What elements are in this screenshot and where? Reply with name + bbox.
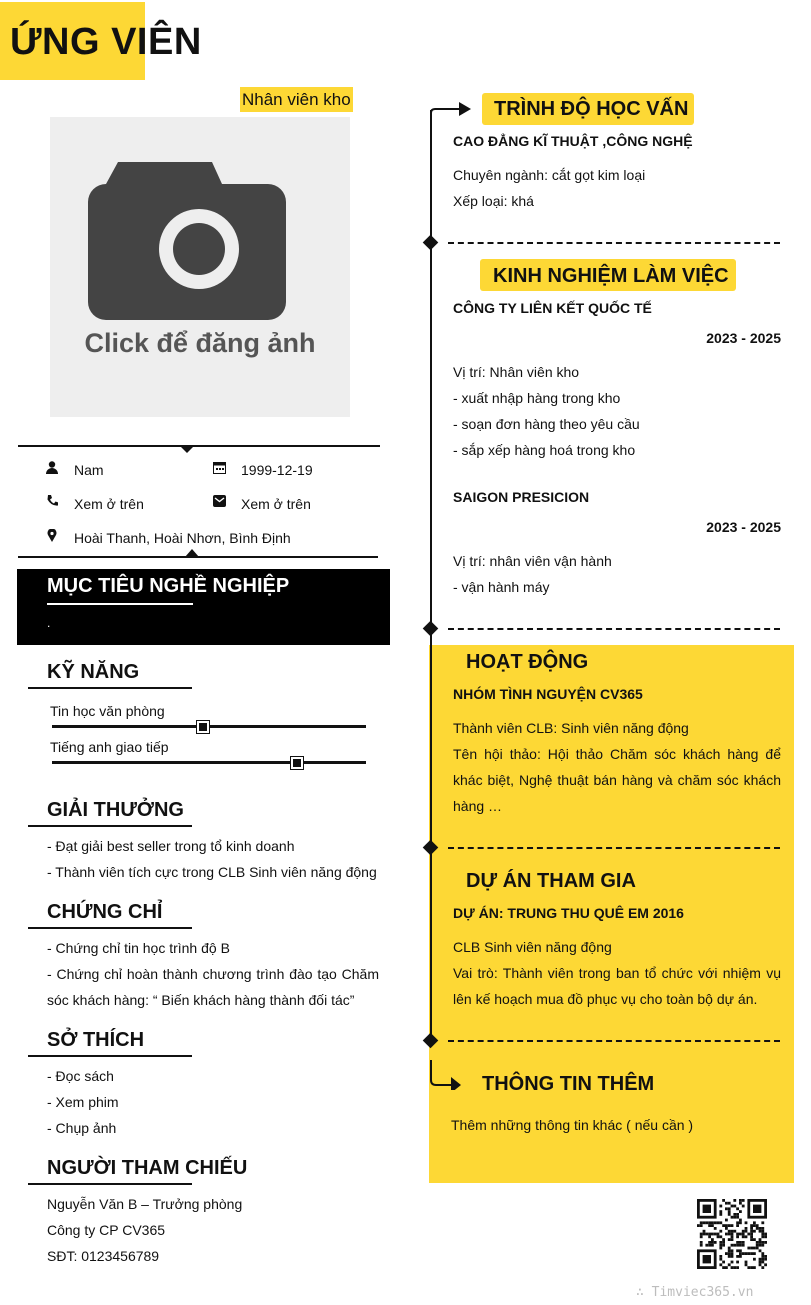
timeline-node <box>423 621 439 637</box>
calendar-icon <box>213 461 226 474</box>
info-top-divider <box>18 445 380 447</box>
project-name: DỰ ÁN: TRUNG THU QUÊ EM 2016 <box>453 905 684 921</box>
skill-track <box>52 725 366 728</box>
hobbies-title-underline <box>28 1055 192 1057</box>
objective-title-underline <box>47 603 193 605</box>
job-company: SAIGON PRESICION <box>453 489 590 505</box>
job-line: - xuất nhập hàng trong kho <box>453 390 621 406</box>
reference-line: Công ty CP CV365 <box>47 1222 166 1238</box>
activities-line: Tên hội thảo: Hội thảo Chăm sóc khách hàng để khác biệt, Nghệ thuật bán hàng và chăm sóc khách hàng … <box>453 746 781 814</box>
certificates-title-underline <box>28 927 192 929</box>
activities-group: NHÓM TÌNH NGUYỆN CV365 <box>453 686 643 702</box>
watermark-text: Timviec365.vn <box>651 1285 754 1300</box>
extra-text[interactable]: Thêm những thông tin khác ( nếu cần ) <box>451 1117 694 1133</box>
section-divider <box>448 628 780 630</box>
candidate-name[interactable]: ỨNG VIÊN <box>10 21 202 63</box>
timeline-arrow-icon <box>429 1060 465 1090</box>
timeline-arrow-icon <box>429 99 474 123</box>
section-divider <box>448 242 780 244</box>
awards-title: GIẢI THƯỞNG <box>47 799 184 821</box>
award-item: - Đạt giải best seller trong tổ kinh doanh <box>47 838 295 854</box>
objective-title: MỤC TIÊU NGHỀ NGHIỆP <box>47 575 290 597</box>
education-line: Chuyên ngành: cắt gọt kim loại <box>453 167 646 183</box>
job-line: Vị trí: nhân viên vận hành <box>453 553 612 569</box>
photo-upload-label[interactable]: Click để đăng ảnh <box>84 328 316 358</box>
job-line: - sắp xếp hàng hoá trong kho <box>453 442 636 458</box>
address-value: Hoài Thanh, Hoài Nhơn, Bình Định <box>74 530 291 546</box>
envelope-icon <box>213 495 226 507</box>
qr-code <box>697 1199 767 1269</box>
hobby-item: - Chụp ảnh <box>47 1120 117 1136</box>
projects-title: DỰ ÁN THAM GIA <box>466 870 636 892</box>
experience-title: KINH NGHIỆM LÀM VIỆC <box>493 265 729 287</box>
hobby-item: - Đọc sách <box>47 1068 114 1084</box>
birthday-value: 1999-12-19 <box>241 462 313 478</box>
education-line: Xếp loại: khá <box>453 193 534 209</box>
skills-title: KỸ NĂNG <box>47 661 140 683</box>
position-title[interactable]: Nhân viên kho <box>240 87 353 112</box>
education-title: TRÌNH ĐỘ HỌC VẤN <box>494 98 689 120</box>
job-period: 2023 - 2025 <box>706 519 781 535</box>
project-line: CLB Sinh viên năng động <box>453 939 612 955</box>
watermark <box>636 1283 776 1301</box>
job-line: - soạn đơn hàng theo yêu cầu <box>453 416 640 432</box>
timeline-node <box>423 235 439 251</box>
person-icon <box>46 461 58 474</box>
extra-title: THÔNG TIN THÊM <box>482 1073 655 1095</box>
skill-slider-handle[interactable] <box>291 757 303 769</box>
camera-icon <box>50 117 350 417</box>
job-company: CÔNG TY LIÊN KẾT QUỐC TẾ <box>453 300 652 316</box>
objective-text[interactable]: . <box>47 616 51 630</box>
skill-slider-handle[interactable] <box>197 721 209 733</box>
activities-title: HOẠT ĐỘNG <box>466 651 589 673</box>
gender-value: Nam <box>74 462 104 478</box>
info-bottom-divider <box>18 556 378 558</box>
divider-arrow-down <box>180 446 194 454</box>
email-value: Xem ở trên <box>241 496 311 512</box>
job-line: - vận hành máy <box>453 579 550 595</box>
section-divider <box>448 847 780 849</box>
job-period: 2023 - 2025 <box>706 330 781 346</box>
section-divider <box>448 1040 780 1042</box>
watermark-dots-icon: ∴ <box>636 1285 652 1300</box>
certificate-item: - Chứng chỉ hoàn thành chương trình đào tạo Chăm sóc khách hàng: “ Biến khách hàng thành đối tác” <box>47 966 379 1008</box>
map-pin-icon <box>47 529 57 542</box>
phone-icon <box>46 495 58 507</box>
education-school: CAO ĐẲNG KĨ THUẬT ,CÔNG NGHỆ <box>453 133 693 149</box>
job-line: Vị trí: Nhân viên kho <box>453 364 580 380</box>
hobbies-title: SỞ THÍCH <box>47 1029 145 1051</box>
certificates-title: CHỨNG CHỈ <box>47 901 163 923</box>
hobby-item: - Xem phim <box>47 1094 119 1110</box>
reference-line: SĐT: 0123456789 <box>47 1248 160 1264</box>
skill-track <box>52 761 366 764</box>
certificate-item: - Chứng chỉ tin học trình độ B <box>47 940 230 956</box>
project-line: Vai trò: Thành viên trong ban tổ chức với nhiệm vụ lên kế hoạch mua đồ phục vụ cho toàn bộ dự án. <box>453 965 781 1007</box>
skill-label: Tiếng anh giao tiếp <box>50 739 169 755</box>
references-title: NGƯỜI THAM CHIẾU <box>47 1157 248 1179</box>
references-title-underline <box>28 1183 192 1185</box>
skills-title-underline <box>28 687 192 689</box>
skill-label: Tin học văn phòng <box>50 703 165 719</box>
awards-title-underline <box>28 825 192 827</box>
award-item: - Thành viên tích cực trong CLB Sinh viên năng động <box>47 864 377 880</box>
reference-line: Nguyễn Văn B – Trưởng phòng <box>47 1196 243 1212</box>
phone-value: Xem ở trên <box>74 496 144 512</box>
photo-upload[interactable] <box>50 117 350 417</box>
activities-line: Thành viên CLB: Sinh viên năng động <box>453 720 689 736</box>
